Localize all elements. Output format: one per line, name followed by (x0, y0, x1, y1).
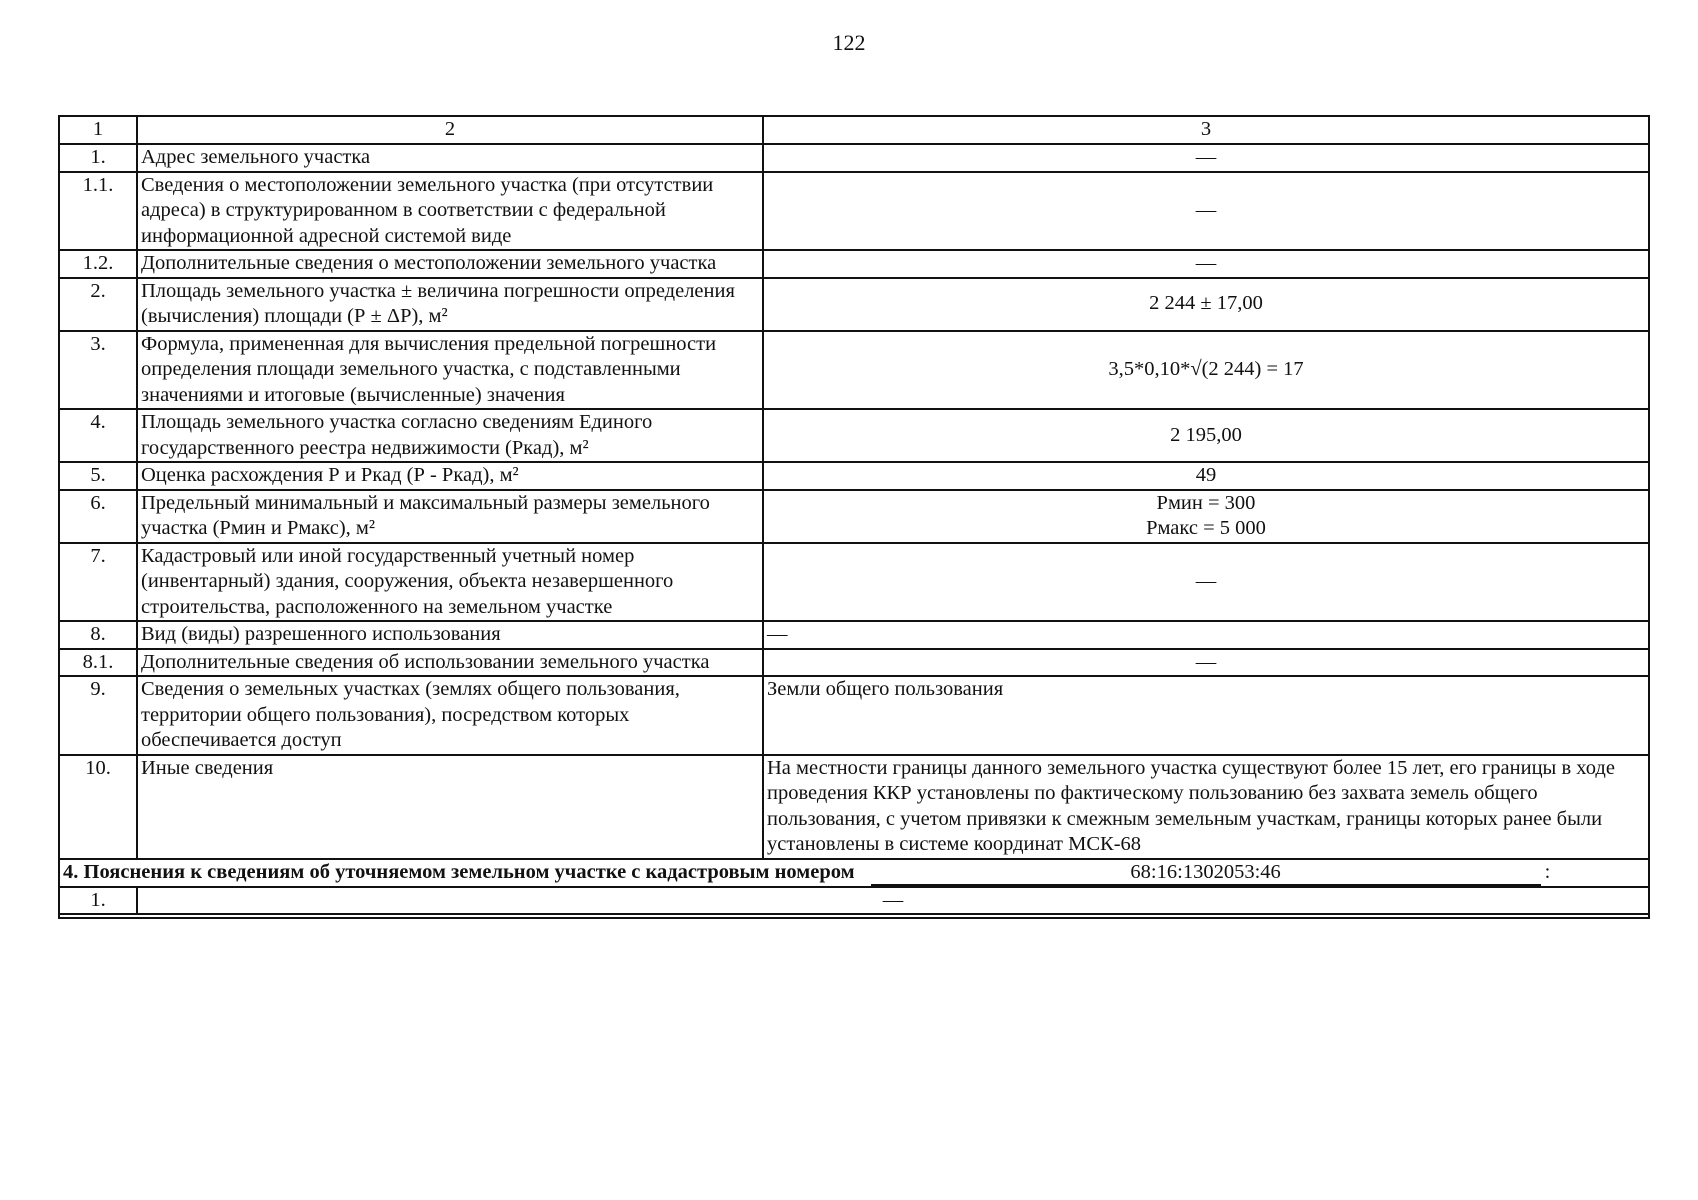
row-number: 1. (59, 887, 137, 915)
row-number: 1.1. (59, 172, 137, 251)
row-value: — (763, 649, 1649, 677)
page-number: 122 (832, 30, 866, 55)
row-number: 4. (59, 409, 137, 462)
row-label: Адрес земельного участка (137, 144, 763, 172)
row-label: Дополнительные сведения о местоположении земельного участка (137, 250, 763, 278)
row-label: Предельный минимальный и максимальный размеры земельного участка (Рмин и Рмакс), м² (137, 490, 763, 543)
table-row (59, 490, 1649, 543)
table-row (59, 144, 1649, 172)
land-plot-info-table (58, 115, 1650, 919)
row-number: 9. (59, 676, 137, 755)
bottom-rule-cell (59, 914, 1649, 918)
row-label: Оценка расхождения Р и Ркад (Р - Ркад), м² (137, 462, 763, 490)
row-number: 7. (59, 543, 137, 622)
column-header-2: 2 (137, 116, 763, 144)
row-label: Площадь земельного участка ± величина погрешности определения (вычисления) площади (Р ± ΔР), м² (137, 278, 763, 331)
section-4-title: 4. Пояснения к сведениям об уточняемом земельном участке с кадастровым номером (63, 861, 855, 883)
table-row (59, 250, 1649, 278)
row-value: — (763, 543, 1649, 622)
table-row (59, 331, 1649, 410)
table-row (59, 621, 1649, 649)
row-value: — (763, 250, 1649, 278)
table-row (59, 676, 1649, 755)
row-number: 3. (59, 331, 137, 410)
row-label: Вид (виды) разрешенного использования (137, 621, 763, 649)
cadastral-colon: : (1544, 861, 1551, 883)
section-4-header (59, 859, 1649, 887)
row-value: 49 (763, 462, 1649, 490)
row-number: 5. (59, 462, 137, 490)
row-number: 8.1. (59, 649, 137, 677)
cadastral-number: 68:16:1302053:46 (871, 860, 1541, 886)
max-size-value: Рмакс = 5 000 (1146, 517, 1266, 539)
column-header-3: 3 (763, 116, 1649, 144)
row-label: Площадь земельного участка согласно сведениям Единого государственного реестра недвижимости (Ркад), м² (137, 409, 763, 462)
row-value: 2 195,00 (763, 409, 1649, 462)
table-header-row (59, 116, 1649, 144)
row-value: Земли общего пользования (763, 676, 1649, 755)
section-4-header-row (59, 859, 1649, 887)
column-header-1: 1 (59, 116, 137, 144)
row-value: 3,5*0,10*√(2 244) = 17 (763, 331, 1649, 410)
row-label: Кадастровый или иной государственный учетный номер (инвентарный) здания, сооружения, объекта незавершенного строительства, расположенного на земельном участке (137, 543, 763, 622)
table-row (59, 462, 1649, 490)
row-label: Сведения о местоположении земельного участка (при отсутствии адреса) в структурированном в соответствии с федеральной информационной адресной системой виде (137, 172, 763, 251)
row-number: 2. (59, 278, 137, 331)
row-value (763, 490, 1649, 543)
row-number: 1. (59, 144, 137, 172)
table-row (59, 649, 1649, 677)
table-row (59, 172, 1649, 251)
row-value: — (137, 887, 1649, 915)
row-label: Дополнительные сведения об использовании земельного участка (137, 649, 763, 677)
min-size-value: Рмин = 300 (1156, 491, 1256, 514)
row-value: — (763, 144, 1649, 172)
row-number: 8. (59, 621, 137, 649)
table-row (59, 755, 1649, 859)
table-row (59, 278, 1649, 331)
row-number: 10. (59, 755, 137, 859)
table-bottom-rule (59, 914, 1649, 918)
row-number: 6. (59, 490, 137, 543)
table-row (59, 887, 1649, 915)
row-value: — (763, 172, 1649, 251)
table-row (59, 543, 1649, 622)
row-label: Сведения о земельных участках (землях общего пользования, территории общего пользования), посредством которых обеспечивается доступ (137, 676, 763, 755)
table-row (59, 409, 1649, 462)
row-value: — (763, 621, 1649, 649)
row-value: 2 244 ± 17,00 (763, 278, 1649, 331)
row-number: 1.2. (59, 250, 137, 278)
row-value: На местности границы данного земельного участка существуют более 15 лет, его границы в ходе проведения ККР установлены по фактическому пользованию без захвата земель общего пользования, с учетом привязки к смежным земельным участкам, границы которых ранее были установлены в системе координат МСК-68 (763, 755, 1649, 859)
row-label: Иные сведения (137, 755, 763, 859)
row-label: Формула, примененная для вычисления предельной погрешности определения площади земельного участка, с подставленными значениями и итоговые (вычисленные) значения (137, 331, 763, 410)
